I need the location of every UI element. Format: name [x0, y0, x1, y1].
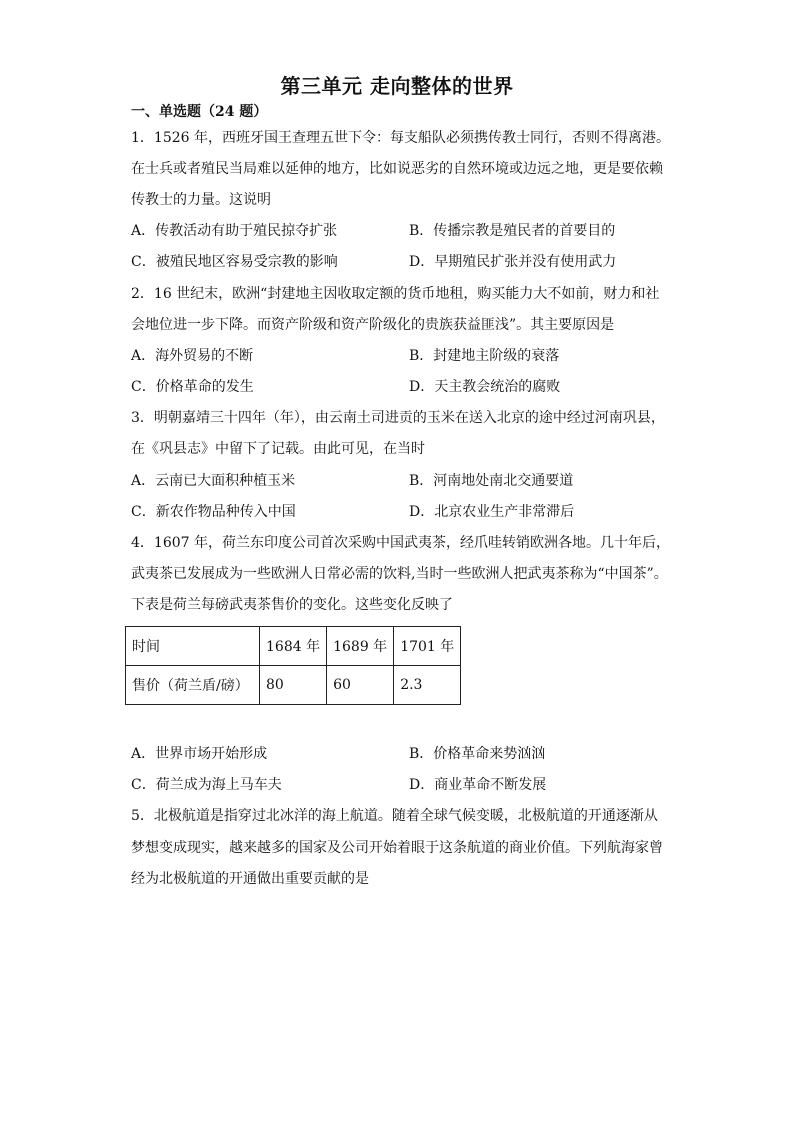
q4-line-1: 4．1607 年，荷兰东印度公司首次采购中国武夷茶，经爪哇转销欧洲各地。几十年后，	[131, 535, 670, 551]
table-row	[126, 666, 461, 705]
q5-line-3: 经为北极航道的开通做出重要贡献的是	[131, 871, 369, 887]
table-cell: 时间	[126, 627, 260, 666]
table-cell: 1689 年	[327, 627, 394, 666]
table-row	[126, 627, 461, 666]
q4-option-c: C．荷兰成为海上马车夫	[131, 777, 282, 793]
q4-option-d: D．商业革命不断发展	[409, 777, 547, 793]
q1-line-1: 1．1526 年，西班牙国王查理五世下令：每支船队必须携传教士同行，否则不得离港。	[131, 130, 670, 146]
q4-line-3: 下表是荷兰每磅武夷茶售价的变化。这些变化反映了	[131, 597, 453, 613]
tea-price-table	[125, 626, 461, 705]
q5-line-2: 梦想变成现实，越来越多的国家及公司开始着眼于这条航道的商业价值。下列航海家曾	[131, 840, 663, 856]
q1-option-b: B．传播宗教是殖民者的首要目的	[409, 223, 616, 239]
q2-line-1: 2．16 世纪末，欧洲“封建地主因收取定额的货币地租，购买能力大不如前，财力和社	[131, 286, 660, 302]
table-cell: 60	[327, 666, 394, 705]
q2-option-a: A．海外贸易的不断	[131, 348, 254, 364]
q4-option-a: A．世界市场开始形成	[131, 746, 268, 762]
q3-option-a: A．云南已大面积种植玉米	[131, 473, 296, 489]
q2-option-b: B．封建地主阶级的衰落	[409, 348, 560, 364]
table-cell: 售价（荷兰盾/磅）	[126, 666, 260, 705]
q2-option-c: C．价格革命的发生	[131, 379, 254, 395]
q1-option-c: C．被殖民地区容易受宗教的影响	[131, 254, 338, 270]
q1-line-2: 在士兵或者殖民当局难以延伸的地方，比如说恶劣的自然环境或边远之地，更是要依赖	[131, 161, 663, 177]
q4-line-2: 武夷茶已发展成为一些欧洲人日常必需的饮料,当时一些欧洲人把武夷茶称为“中国茶”。	[131, 566, 668, 582]
q2-line-2: 会地位进一步下降。而资产阶级和资产阶级化的贵族获益匪浅”。其主要原因是	[131, 317, 615, 333]
q3-option-c: C．新农作物品种传入中国	[131, 504, 296, 520]
q1-line-3: 传教士的力量。这说明	[131, 192, 271, 208]
table-cell: 80	[260, 666, 327, 705]
q5-line-1: 5．北极航道是指穿过北冰洋的海上航道。随着全球气候变暖，北极航道的开通逐渐从	[131, 808, 658, 824]
q3-line-1: 3．明朝嘉靖三十四年（年），由云南土司进贡的玉米在送入北京的途中经过河南巩县，	[131, 410, 665, 426]
table-cell: 2.3	[394, 666, 461, 705]
page-title: 第三单元 走向整体的世界	[280, 74, 514, 98]
section-heading: 一、单选题（24 题）	[131, 104, 268, 120]
q3-option-d: D．北京农业生产非常滞后	[409, 504, 575, 520]
q2-option-d: D．天主教会统治的腐败	[409, 379, 561, 395]
table-cell: 1701 年	[394, 627, 461, 666]
q3-option-b: B．河南地处南北交通要道	[409, 473, 574, 489]
q3-line-2: 在《巩县志》中留下了记载。由此可见，在当时	[131, 441, 425, 457]
q1-option-a: A．传教活动有助于殖民掠夺扩张	[131, 223, 338, 239]
table-cell: 1684 年	[260, 627, 327, 666]
q1-option-d: D．早期殖民扩张并没有使用武力	[409, 254, 617, 270]
q4-option-b: B．价格革命来势汹汹	[409, 746, 546, 762]
